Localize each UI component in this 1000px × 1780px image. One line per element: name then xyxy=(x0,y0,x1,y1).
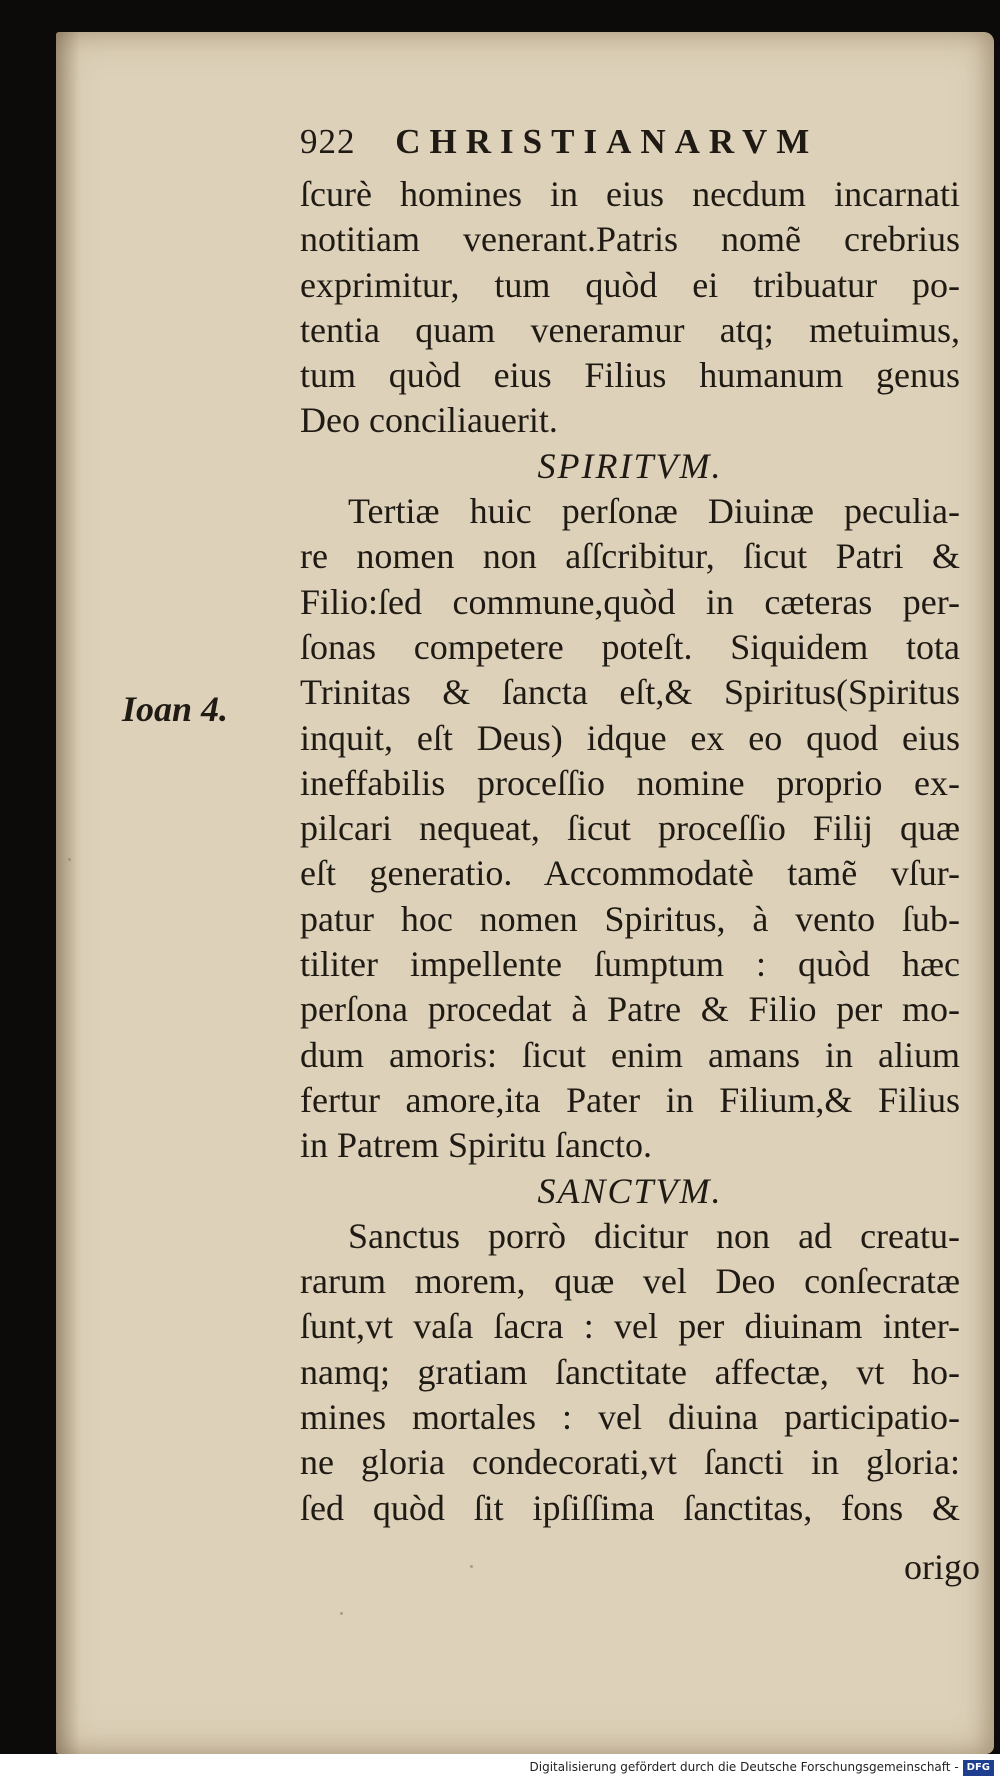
paper-speck xyxy=(68,858,71,861)
text-line: dum amoris: ſicut enim amans in alium xyxy=(300,1034,960,1075)
text-line: perſona procedat à Patre & Filio per mo- xyxy=(300,989,960,1030)
text-line: namq; gratiam ſanctitate affectæ, vt ho- xyxy=(300,1351,960,1392)
text-line: eſt generatio. Accommodatè tamẽ vſur- xyxy=(300,853,960,894)
section-heading: SANCTVM. xyxy=(537,1170,723,1211)
page-gutter-shadow xyxy=(56,32,80,1754)
text-line: Tertiæ huic perſonæ Diuinæ peculia- xyxy=(348,491,960,532)
text-line: mines mortales : vel diuina participatio- xyxy=(300,1397,960,1438)
paper-speck xyxy=(340,1612,343,1615)
marginal-note: Ioan 4. xyxy=(122,689,229,729)
paper-speck xyxy=(470,1565,473,1568)
catchword: origo xyxy=(904,1547,980,1587)
body-text xyxy=(300,172,960,1531)
text-line: exprimitur, tum quòd ei tribuatur po- xyxy=(300,264,960,305)
text-line: fertur amore,ita Pater in Filium,& Filius xyxy=(300,1079,960,1120)
text-line: pilcari nequeat, ſicut proceſſio Filij quæ xyxy=(300,808,960,849)
text-line: ineffabilis proceſſio nomine proprio ex- xyxy=(300,762,960,803)
digitization-footer xyxy=(0,1754,1000,1780)
text-line: re nomen non aſſcribitur, ſicut Patri & xyxy=(300,536,960,577)
page-number: 922 xyxy=(300,122,356,161)
text-line: ſcurè homines in eius necdum incarnati xyxy=(300,174,960,214)
text-line: ne gloria condecorati,vt ſancti in gloria: xyxy=(300,1442,960,1483)
text-line: tentia quam veneramur atq; metuimus, xyxy=(300,309,960,350)
text-line: Filio:ſed commune,quòd in cæteras per- xyxy=(300,581,960,622)
running-header xyxy=(300,122,818,162)
text-line: ſunt,vt vaſa ſacra : vel per diuinam inter- xyxy=(300,1306,960,1347)
text-line: Deo conciliauerit. xyxy=(300,400,558,441)
section-heading: SPIRITVM. xyxy=(537,445,723,486)
text-line: Sanctus porrò dicitur non ad creatu- xyxy=(348,1215,960,1256)
text-line: tum quòd eius Filius humanum genus xyxy=(300,355,960,396)
text-line: ſed quòd ſit ipſiſſima ſanctitas, fons & xyxy=(300,1487,960,1528)
text-line: notitiam venerant.Patris nomẽ crebrius xyxy=(300,219,960,260)
text-line: tiliter impellente ſumptum : quòd hæc xyxy=(300,944,960,985)
text-line: in Patrem Spiritu ſancto. xyxy=(300,1125,652,1166)
text-line: inquit, eſt Deus) idque ex eo quod eius xyxy=(300,717,960,758)
footer-credit: Digitalisierung gefördert durch die Deutsche Forschungsgemeinschaft - xyxy=(529,1760,959,1774)
text-line: rarum morem, quæ vel Deo conſecratæ xyxy=(300,1261,960,1302)
text-line: patur hoc nomen Spiritus, à vento ſub- xyxy=(300,898,960,939)
text-line: ſonas competere poteſt. Siquidem tota xyxy=(300,626,960,667)
dfg-logo: DFG xyxy=(963,1760,994,1776)
running-title: CHRISTIANARVM xyxy=(395,122,819,161)
text-line: Trinitas & ſancta eſt,& Spiritus(Spiritus xyxy=(300,672,960,713)
